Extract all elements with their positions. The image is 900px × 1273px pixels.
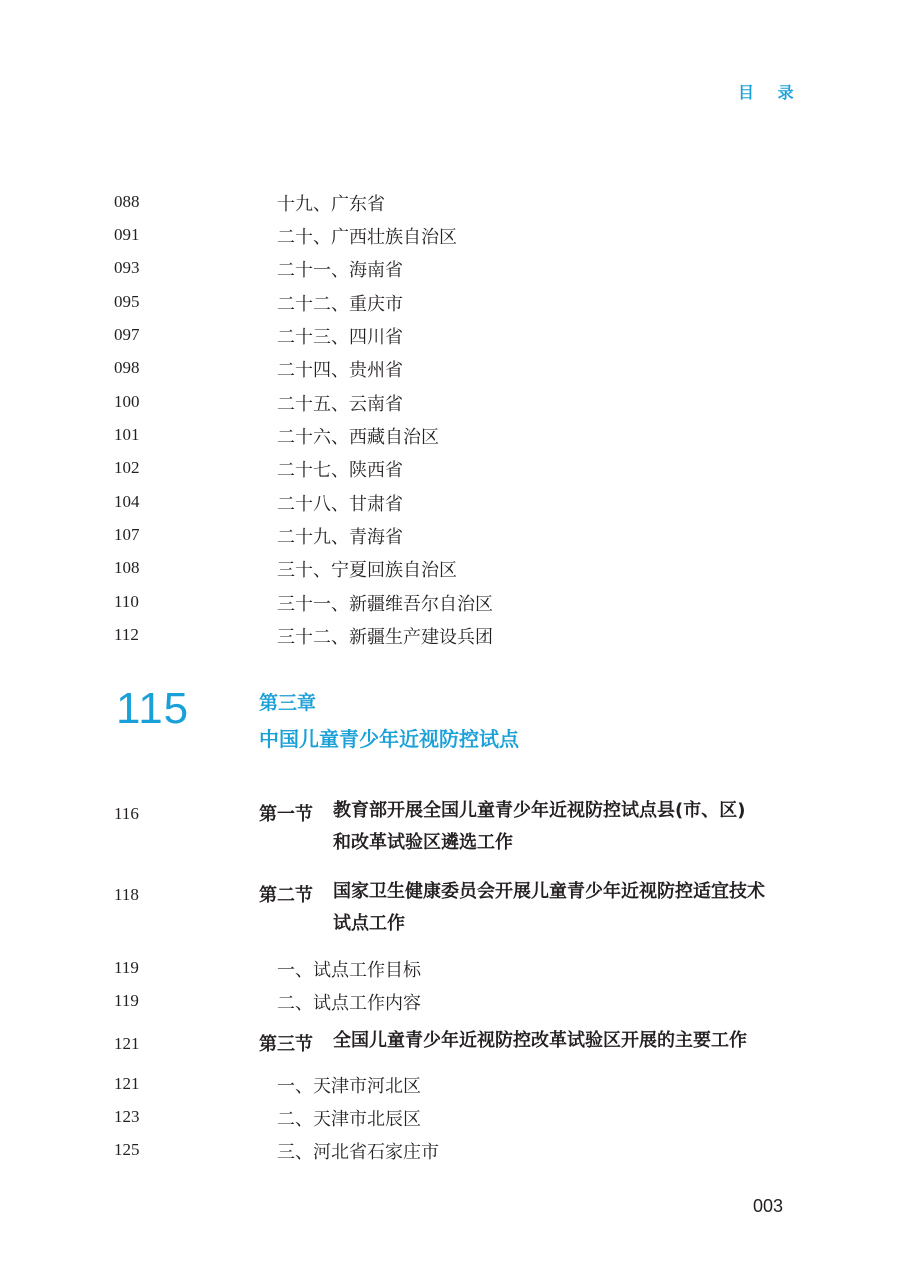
toc-entry[interactable]: [0, 552, 900, 585]
toc-entry-title: 二十四、贵州省: [277, 360, 403, 381]
toc-entry-title: 二十七、陕西省: [277, 460, 403, 481]
section-label: 第二节: [259, 885, 313, 906]
toc-entry[interactable]: [0, 486, 900, 519]
toc-page-number: 088: [114, 192, 140, 211]
toc-entry-title: 二十三、四川省: [277, 327, 403, 348]
toc-entry[interactable]: [0, 1068, 900, 1101]
toc-entry[interactable]: [0, 619, 900, 652]
toc-entry[interactable]: [0, 186, 900, 219]
toc-page-number: 118: [114, 885, 139, 904]
header-title: 目 录: [738, 83, 803, 102]
section-title: [333, 876, 765, 940]
chapter-title: 中国儿童青少年近视防控试点: [259, 727, 519, 751]
toc-entry-title: 二十、广西壮族自治区: [277, 227, 457, 248]
section-title-line: 教育部开展全国儿童青少年近视防控试点县(市、区): [333, 800, 746, 821]
toc-page-number: 107: [114, 525, 140, 544]
toc-page-number: 097: [114, 325, 140, 344]
toc-entry[interactable]: [0, 1101, 900, 1134]
toc-entry-title: 二、天津市北辰区: [277, 1109, 421, 1130]
toc-entry-title: 二十八、甘肃省: [277, 494, 403, 515]
toc-entry[interactable]: [0, 586, 900, 619]
chapter-label: 第三章: [259, 692, 317, 714]
section-label: 第三节: [259, 1034, 313, 1055]
toc-entry-title: 二十一、海南省: [277, 260, 403, 281]
toc-page-number: 110: [114, 592, 139, 611]
toc-entry[interactable]: [0, 452, 900, 485]
toc-entry-title: 三十一、新疆维吾尔自治区: [277, 594, 493, 615]
toc-page-number: 093: [114, 258, 140, 277]
toc-page-number: 123: [114, 1107, 140, 1126]
toc-entry[interactable]: [0, 519, 900, 552]
toc-entry-title: 二十二、重庆市: [277, 294, 403, 315]
toc-entry[interactable]: [0, 252, 900, 285]
toc-page-number: 091: [114, 225, 140, 244]
toc-entry-title: 三、河北省石家庄市: [277, 1142, 439, 1163]
toc-entry[interactable]: [0, 1134, 900, 1167]
page-number: 003: [753, 1196, 784, 1216]
toc-entry[interactable]: [0, 219, 900, 252]
toc-page-number: 121: [114, 1034, 140, 1053]
toc-entry[interactable]: [0, 319, 900, 352]
toc-entry-title: 二十六、西藏自治区: [277, 427, 439, 448]
section-title-line: 全国儿童青少年近视防控改革试验区开展的主要工作: [333, 1030, 747, 1051]
toc-page-number: 108: [114, 558, 140, 577]
toc-entry[interactable]: [0, 286, 900, 319]
toc-entry[interactable]: [0, 386, 900, 419]
toc-page-number: 098: [114, 358, 140, 377]
toc-entry-title: 三十二、新疆生产建设兵团: [277, 627, 493, 648]
toc-entry-title: 二十五、云南省: [277, 394, 403, 415]
toc-entry-title: 一、试点工作目标: [277, 960, 421, 981]
section-label: 第一节: [259, 804, 313, 825]
toc-entry[interactable]: [0, 985, 900, 1018]
toc-page-number: 095: [114, 292, 140, 311]
toc-page-number: 119: [114, 958, 139, 977]
toc-entry-title: 二十九、青海省: [277, 527, 403, 548]
toc-entry-title: 二、试点工作内容: [277, 993, 421, 1014]
toc-entry[interactable]: [0, 352, 900, 385]
section-title-line: 和改革试验区遴选工作: [333, 832, 513, 853]
toc-entry[interactable]: [0, 952, 900, 985]
toc-page-number: 125: [114, 1140, 140, 1159]
toc-page-number: 121: [114, 1074, 140, 1093]
toc-page-number: 112: [114, 625, 139, 644]
toc-entry-title: 十九、广东省: [277, 194, 385, 215]
section-title: [333, 1025, 747, 1057]
toc-page-number: 119: [114, 991, 139, 1010]
toc-entry-title: 一、天津市河北区: [277, 1076, 421, 1097]
toc-page-number: 101: [114, 425, 140, 444]
toc-page-number: 116: [114, 804, 139, 823]
toc-page-number: 104: [114, 492, 140, 511]
toc-entry[interactable]: [0, 419, 900, 452]
section-title: [333, 795, 745, 859]
toc-entry-title: 三十、宁夏回族自治区: [277, 560, 457, 581]
toc-page-number: 102: [114, 458, 140, 477]
chapter-page-number: 115: [116, 684, 190, 733]
section-title-line: 试点工作: [333, 913, 405, 934]
toc-page-number: 100: [114, 392, 140, 411]
section-title-line: 国家卫生健康委员会开展儿童青少年近视防控适宜技术: [333, 881, 765, 902]
